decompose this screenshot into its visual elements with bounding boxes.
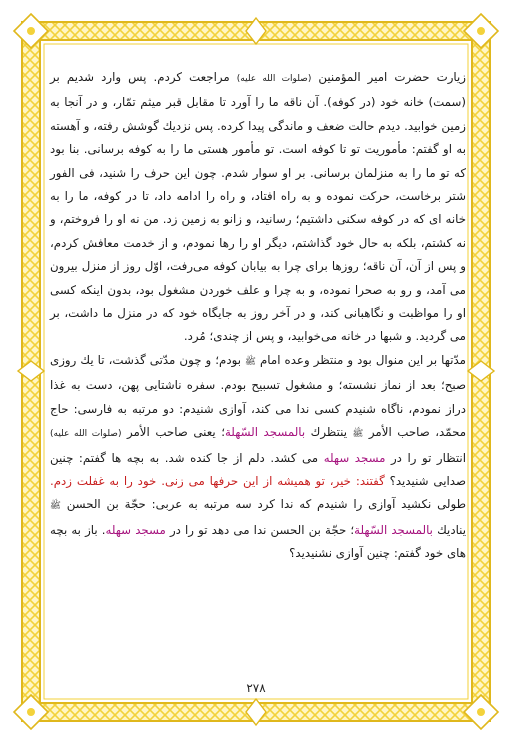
text-run: زیارت حضرت امیر المؤمنین [311,70,466,84]
masjid-sahla-highlight: بالمسجد السّهلة [354,522,433,537]
text-run: بودم؛ و چون مدّتی گذشت، تا یك روزی صبح؛ بعد از نماز نشسته؛ و مشغول تسبیح بودم. سفره ناشتایی پهن، دست به غذا دراز نمودم، ناگاه شنیدم كسی ندا می كند، آوازی شنیدم: دو مرتبه به فارسی: حاج محمّد، صاحب الأمر [50,352,467,440]
paragraph-2 [50,349,466,566]
text-run: می كشد. دلم از جا كنده شد. به بچه ها گفتم: چنین صدایی شنیدید؟ [50,450,466,488]
text-run: . باز به بچه های خود گفتم: چنین آوازی نشنیدید؟ [50,522,466,561]
masjid-sahla-highlight: بالمسجد السّهلة [224,425,306,440]
paragraph-1 [50,66,466,349]
text-run: انتظار تو را در [385,450,466,465]
text-run: طولی نكشید آوازی را شنیدم كه ندا كرد سه مرتبه به عربی: حجّة بن الحسن [60,497,466,512]
text-run: ؛ یعنی صاحب الأمر [121,425,225,440]
text-run: ؛ حجّة بن الحسن ندا می دهد تو را در [165,522,355,537]
text-run: مراجعت كردم. پس وارد شدیم بر (سمت) خانه خود (در كوفه). آن ناقه ما را آورد تا مقابل قبر میثم تمّار، و در آنجا به زمین خوابید. دیدم حالت ضعف و ماندگی پیدا كرده. پس نزدیك گوشش رفته، و آهسته به او گفتم: مأموریت تو تا كوفه است. تو مأمور هستی ما را به كوفه برسانی. بنا بود كه تو ما را به منزلمان برسانی. بر او سوار شدم. چون این حرف را شنید، فی الفور شتر برخاست، حركت نموده و به راه افتاد، و راه را ادامه داد، تا در كوفه، ما را به خانه ای كه در كوفه سكنی داشتیم؛ رسانید، و زانو به زمین زد. من نه او را فروختم، و نه كشتم، بلكه به حال خود گذاشتم، دیگر او را رها نمودم، و از خدمت معافش كردم، و پس از آن، آن ناقه؛ روزها برای چرا به بیابان كوفه می‌رفت، اوّل روز از منزل بیرون می آمد، و رو به صحرا نموده، و به چرا و علف خوردن مشغول بود، بدون اینكه كسی او را مواظبت و نگاهبانی كند، و در آخر روز به جایگاه خود كه در منزل ما داشت، بر می گردید. و شبها در خانه می‌خوابید، و پس از چندی؛ مُرد. [50,70,466,344]
red-quote-highlight: گفتند: خیر، تو همیشه از این حرفها می زنی. خود را به غفلت زدم. [50,473,385,488]
masjid-sahla-highlight: مسجد سهله [323,450,386,465]
salawat-honorific: (صلوات الله علیه) [50,429,122,440]
honorific-symbol-icon: ﷺ [352,429,364,440]
page-text [50,66,466,676]
masjid-sahla-highlight: مسجد سهله [105,522,166,537]
honorific-symbol-icon: ﷺ [245,356,256,367]
text-run: ینتظرك [305,425,353,440]
text-run: ینادیك [432,522,467,537]
salawat-honorific: (صلوات الله علیه) [236,74,312,84]
text-run: مدّتها بر این منوال بود و منتظر وعده امام [255,352,466,367]
page-number: ۲۷۸ [246,681,266,695]
honorific-symbol-icon: ﷺ [50,501,61,512]
